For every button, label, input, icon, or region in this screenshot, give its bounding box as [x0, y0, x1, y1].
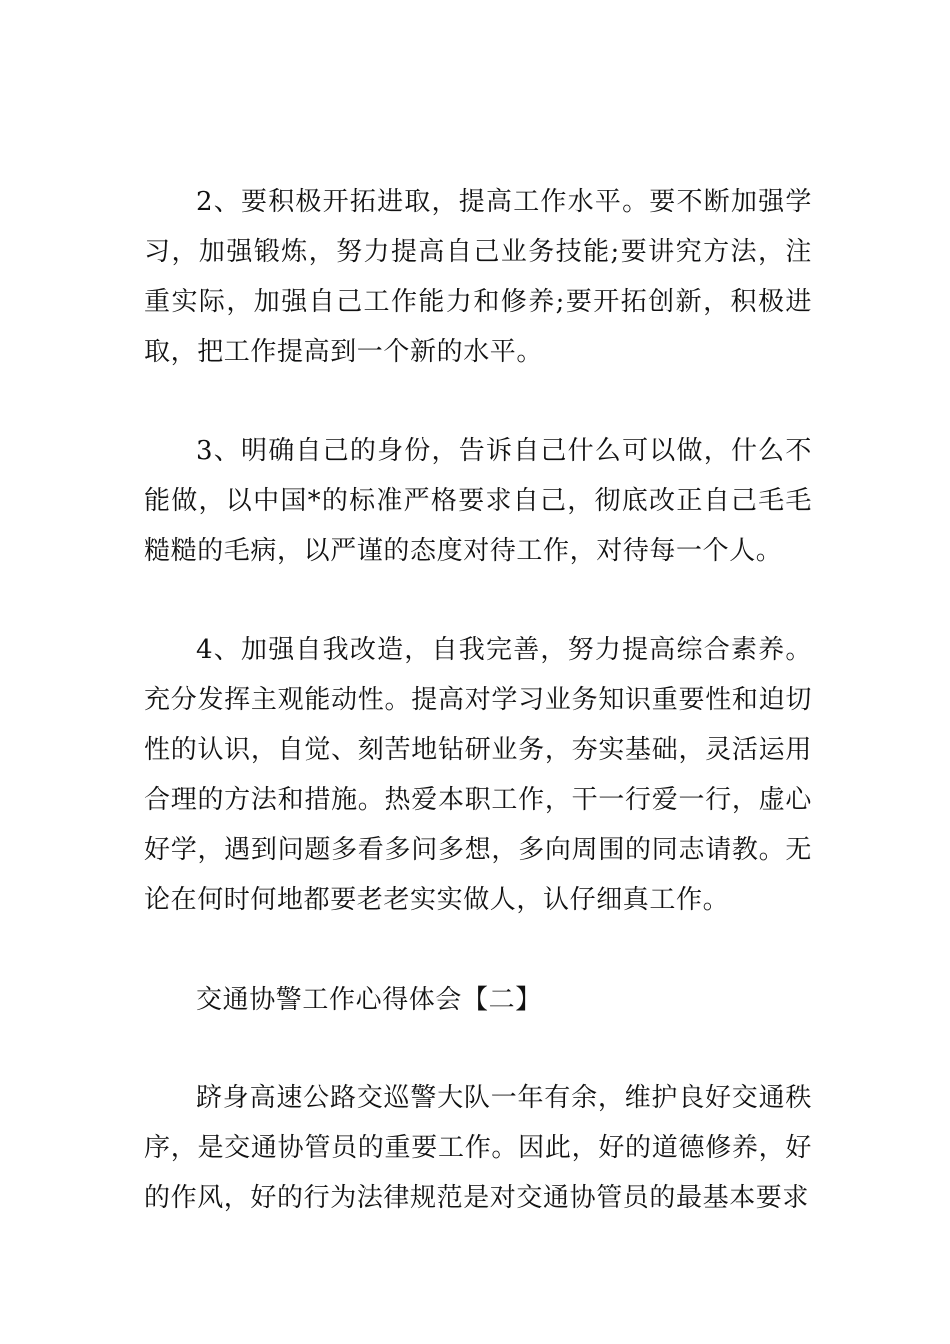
paragraph-item-4: 4、加强自我改造，自我完善，努力提高综合素养。充分发挥主观能动性。提高对学习业务知识重要性和迫切性的认识，自觉、刻苦地钻研业务，夯实基础，灵活运用合理的方法和措施。热爱本职工作，干一行爱一行，虚心好学，遇到问题多看多问多想，多向周围的同志请教。无论在何时何地都要老老实实做人，认仔细真工作。: [144, 635, 812, 915]
section-intro-paragraph: 跻身高速公路交巡警大队一年有余，维护良好交通秩序，是交通协管员的重要工作。因此，好的道德修养，好的作风，好的行为法律规范是对交通协管员的最基本要求: [144, 1083, 812, 1213]
paragraph-item-2: 2、要积极开拓进取，提高工作水平。要不断加强学习，加强锻炼，努力提高自己业务技能;要讲究方法，注重实际，加强自己工作能力和修养;要开拓创新，积极进取，把工作提高到一个新的水平。: [144, 187, 812, 367]
paragraph-item-3: 3、明确自己的身份，告诉自己什么可以做，什么不能做，以中国*的标准严格要求自己，彻底改正自己毛毛糙糙的毛病，以严谨的态度对待工作，对待每一个人。: [144, 436, 812, 566]
section-heading: 交通协警工作心得体会【二】: [196, 985, 542, 1015]
